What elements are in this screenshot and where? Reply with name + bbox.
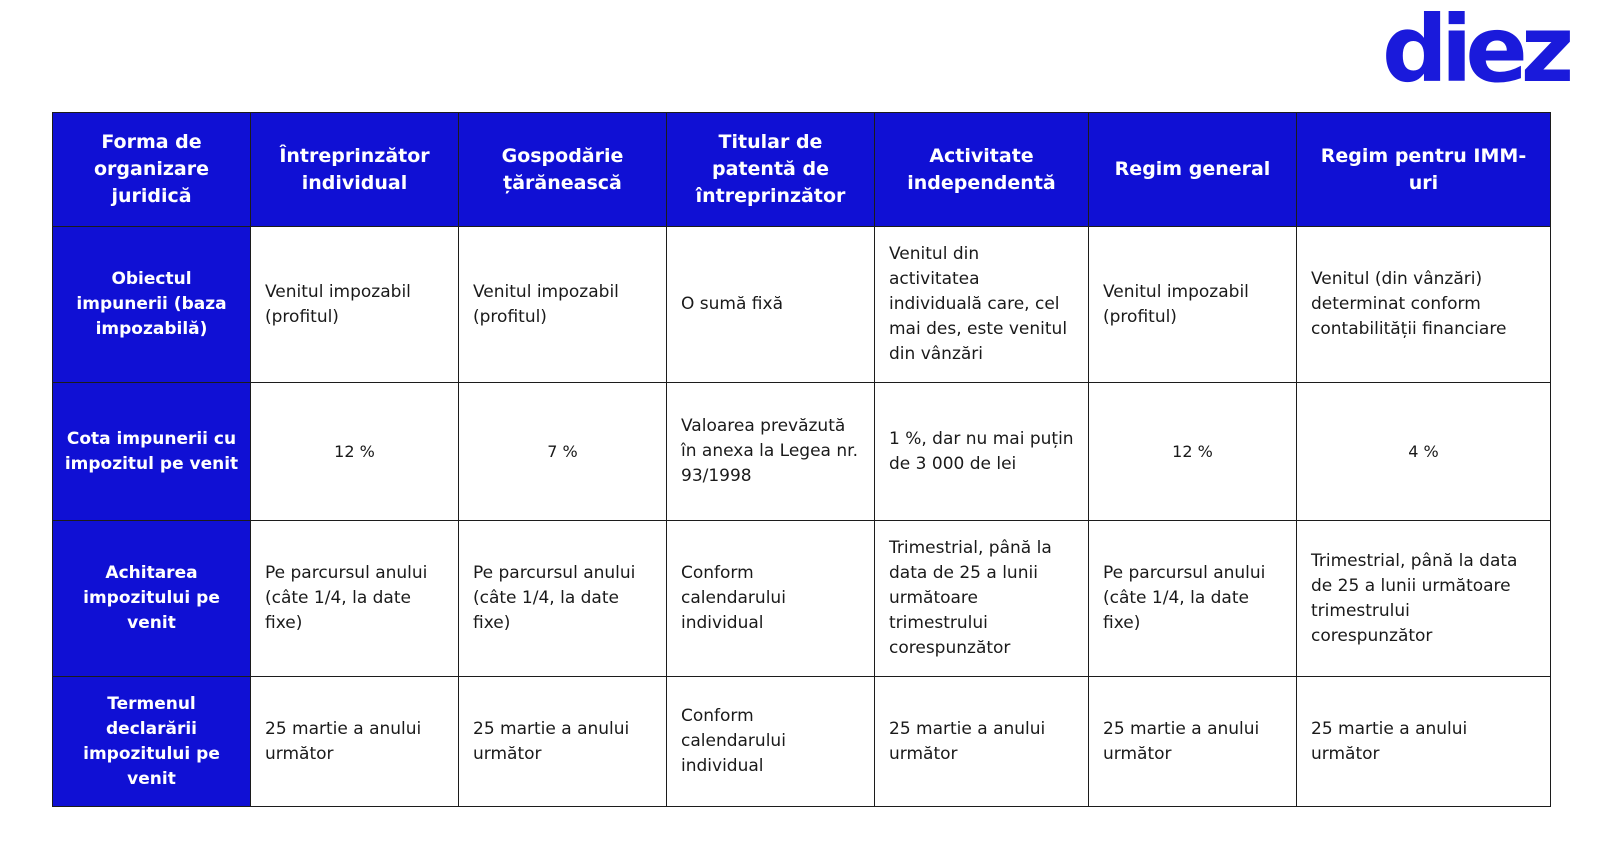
row-label: Obiectul impunerii (baza impozabilă) — [53, 227, 251, 383]
header-cell-sme-regime: Regim pentru IMM-uri — [1297, 113, 1551, 227]
table-cell: 12 % — [251, 383, 459, 521]
table-cell: Pe parcursul anului (câte 1/4, la date fixe) — [251, 521, 459, 677]
header-cell-patent-holder: Titular de patentă de întreprinzător — [667, 113, 875, 227]
table-cell: Pe parcursul anului (câte 1/4, la date fixe) — [1089, 521, 1297, 677]
table-cell: 25 martie a anului următor — [1297, 677, 1551, 807]
table-cell: Venitul (din vânzări) determinat conform contabilității financiare — [1297, 227, 1551, 383]
header-cell-general-regime: Regim general — [1089, 113, 1297, 227]
table-cell: Venitul din activitatea individuală care, cel mai des, este venitul din vânzări — [875, 227, 1089, 383]
diez-logo: diez — [1382, 0, 1568, 103]
header-cell-legal-form: Forma de organizare juridică — [53, 113, 251, 227]
table-cell: Trimestrial, până la data de 25 a lunii următoare trimestrului corespunzător — [875, 521, 1089, 677]
header-cell-independent-activity: Activitate independentă — [875, 113, 1089, 227]
tax-comparison-table — [52, 112, 1551, 807]
row-label: Achitarea impozitului pe venit — [53, 521, 251, 677]
table-cell: Trimestrial, până la data de 25 a lunii următoare trimestrului corespunzător — [1297, 521, 1551, 677]
table-cell: 7 % — [459, 383, 667, 521]
table-cell: 12 % — [1089, 383, 1297, 521]
table-cell: Valoarea prevăzută în anexa la Legea nr. 93/1998 — [667, 383, 875, 521]
table-cell: Venitul impozabil (profitul) — [1089, 227, 1297, 383]
table-cell: Pe parcursul anului (câte 1/4, la date fixe) — [459, 521, 667, 677]
table-cell: Conform calendarului individual — [667, 677, 875, 807]
table-cell: Venitul impozabil (profitul) — [459, 227, 667, 383]
row-label: Termenul declarării impozitului pe venit — [53, 677, 251, 807]
header-cell-individual-entrepreneur: Întreprinzător individual — [251, 113, 459, 227]
table-cell: 25 martie a anului următor — [1089, 677, 1297, 807]
table-row — [53, 227, 1551, 383]
table-cell: Conform calendarului individual — [667, 521, 875, 677]
table-cell: 4 % — [1297, 383, 1551, 521]
table-cell: O sumă fixă — [667, 227, 875, 383]
row-label: Cota impunerii cu impozitul pe venit — [53, 383, 251, 521]
table-row — [53, 521, 1551, 677]
table-row — [53, 383, 1551, 521]
table-cell: Venitul impozabil (profitul) — [251, 227, 459, 383]
table-row — [53, 677, 1551, 807]
header-cell-peasant-household: Gospodărie țărănească — [459, 113, 667, 227]
table-cell: 25 martie a anului următor — [875, 677, 1089, 807]
table-cell: 1 %, dar nu mai puțin de 3 000 de lei — [875, 383, 1089, 521]
table-cell: 25 martie a anului următor — [459, 677, 667, 807]
header-row — [53, 113, 1551, 227]
table-cell: 25 martie a anului următor — [251, 677, 459, 807]
